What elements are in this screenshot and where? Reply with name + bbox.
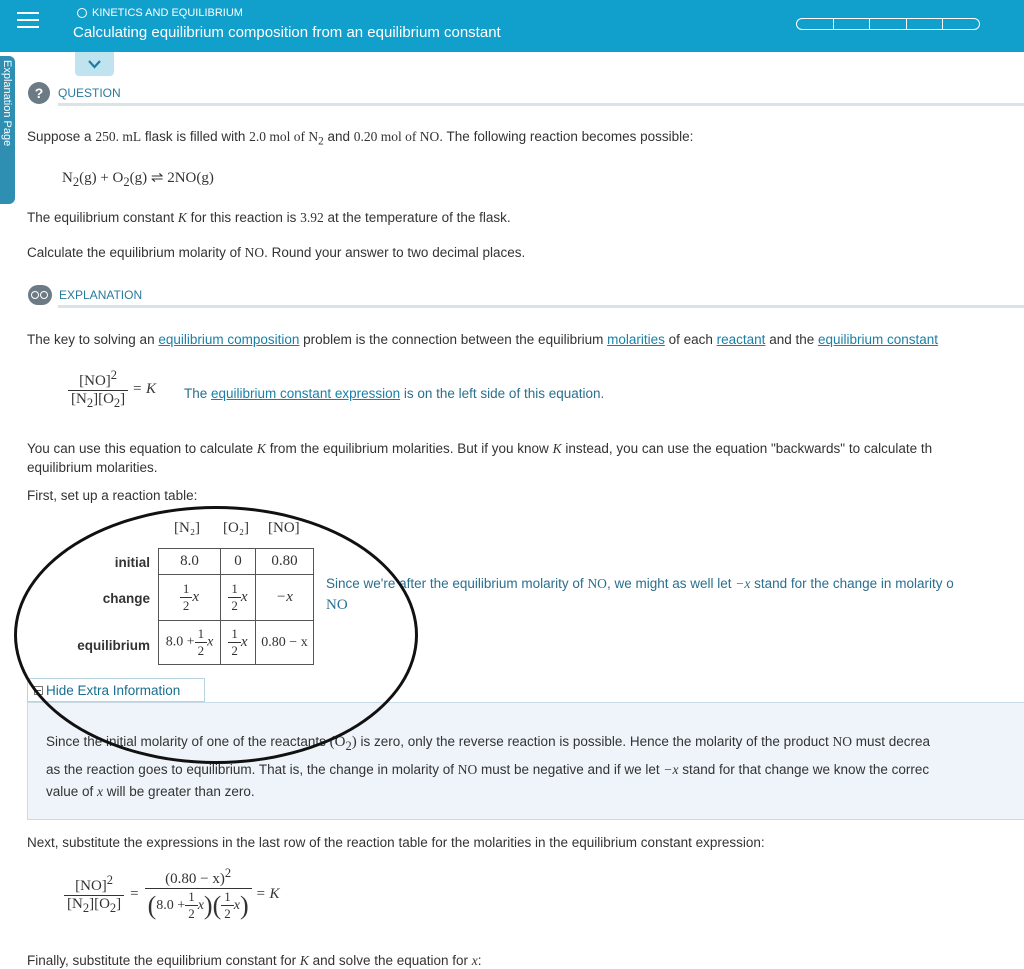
link-equilibrium-constant[interactable]: equilibrium constant xyxy=(817,332,939,347)
question-heading: ? QUESTION xyxy=(28,82,121,104)
collapse-toggle[interactable] xyxy=(75,52,114,76)
cell-change-n2: $\frac{1}{2}$ x xyxy=(159,575,221,621)
menu-icon[interactable] xyxy=(17,12,39,34)
explanation-paragraph-5: Finally, substitute the equilibrium constant for K and solve the equation for x: xyxy=(27,953,482,968)
explanation-paragraph-4: Next, substitute the expressions in the last row of the reaction table for the molarities in the equilibrium constant expression: xyxy=(27,835,765,850)
topic-label: KINETICS AND EQUILIBRIUM xyxy=(77,7,243,19)
explanation-paragraph-2: You can use this equation to calculate K from the equilibrium molarities. But if you know K instead, you can use the equation "backwards" to calculate th xyxy=(27,441,933,456)
explanation-paragraph-2b: equilibrium molarities. xyxy=(27,460,158,475)
explanation-paragraph-3: First, set up a reaction table: xyxy=(27,488,198,503)
explanation-heading: EXPLANATION xyxy=(28,285,142,305)
substituted-expression: $\frac{[NO]^2}{[N_2][O_2]}$ = $(0.80 - x)^2$ ( 8.0 + $\frac{1}{2}$ x ) ( $\frac{1}{2}$ x ) = K xyxy=(64,866,280,922)
link-equilibrium-constant-expression[interactable]: equilibrium constant expression xyxy=(211,386,401,401)
progress-bar xyxy=(796,18,980,30)
cell-initial-no: 0.80 xyxy=(256,549,314,575)
question-text-1: Suppose a 250. mL flask is filled with 2.0 mol of $N_2$ and 0.20 mol of NO. The following reaction becomes possible: xyxy=(27,129,694,148)
question-text-3: Calculate the equilibrium molarity of NO. Round your answer to two decimal places. xyxy=(27,245,526,260)
cell-eq-n2: 8.0 + $\frac{1}{2}$ x xyxy=(159,621,221,665)
row-label-initial: initial xyxy=(114,555,150,570)
extra-text-3: value of x will be greater than zero. xyxy=(46,784,255,799)
link-reactant[interactable]: reactant xyxy=(716,332,766,347)
cell-eq-no: 0.80 − x xyxy=(256,621,314,665)
cell-initial-o2: 0 xyxy=(221,549,256,575)
row-label-change: change xyxy=(102,591,150,606)
row-label-equilibrium: equilibrium xyxy=(77,638,150,653)
topic-circle-icon xyxy=(77,8,87,18)
table-side-note: Since we're after the equilibrium molarity of NO, we might as well let −x stand for the change in molarity o xyxy=(326,576,954,591)
link-molarities[interactable]: molarities xyxy=(607,332,665,347)
col-head-n2: [N₂] xyxy=(174,520,201,536)
cell-initial-n2: 8.0 xyxy=(159,549,221,575)
explanation-page-tab[interactable]: Explanation Page xyxy=(0,56,15,204)
question-text-2: The equilibrium constant K for this reaction is 3.92 at the temperature of the flask. xyxy=(27,210,511,225)
explanation-paragraph-1: The key to solving an equilibrium composition problem is the connection between the equilibrium molarities of each reactant and the equilibrium constant xyxy=(27,332,939,347)
equilibrium-expression: $\frac{[NO]^2}{[N_2][O_2]}$ = K xyxy=(68,368,156,411)
reaction-equation: $N_2(g) + O_2(g)$ ⇌ 2NO(g) xyxy=(62,170,214,189)
table-side-note-2: NO xyxy=(326,597,348,613)
link-equilibrium-composition[interactable]: equilibrium composition xyxy=(158,332,300,347)
question-icon: ? xyxy=(28,82,50,104)
glasses-icon xyxy=(28,285,52,305)
col-head-no: [NO] xyxy=(268,520,300,536)
equation-note: The equilibrium constant expression is on the left side of this equation. xyxy=(184,386,605,401)
extra-text-2: as the reaction goes to equilibrium. That is, the change in molarity of NO must be negative and if we let −x stand for that change we know the correc xyxy=(46,762,930,777)
cell-change-no: −x xyxy=(256,575,314,621)
page-title: Calculating equilibrium composition from an equilibrium constant xyxy=(73,24,501,41)
cell-change-o2: $\frac{1}{2}$ x xyxy=(221,575,256,621)
extra-text-1: Since the initial molarity of one of the reactants $(O_2)$ is zero, only the reverse reaction is possible. Hence the molarity of the product NO must decrea xyxy=(46,734,931,753)
chevron-down-icon xyxy=(87,59,102,69)
col-head-o2: [O₂] xyxy=(223,520,250,536)
hide-extra-information-button[interactable]: Hide Extra Information xyxy=(27,678,205,702)
annotation-circle xyxy=(14,506,418,764)
cell-eq-o2: $\frac{1}{2}$ x xyxy=(221,621,256,665)
top-bar xyxy=(0,0,1024,52)
